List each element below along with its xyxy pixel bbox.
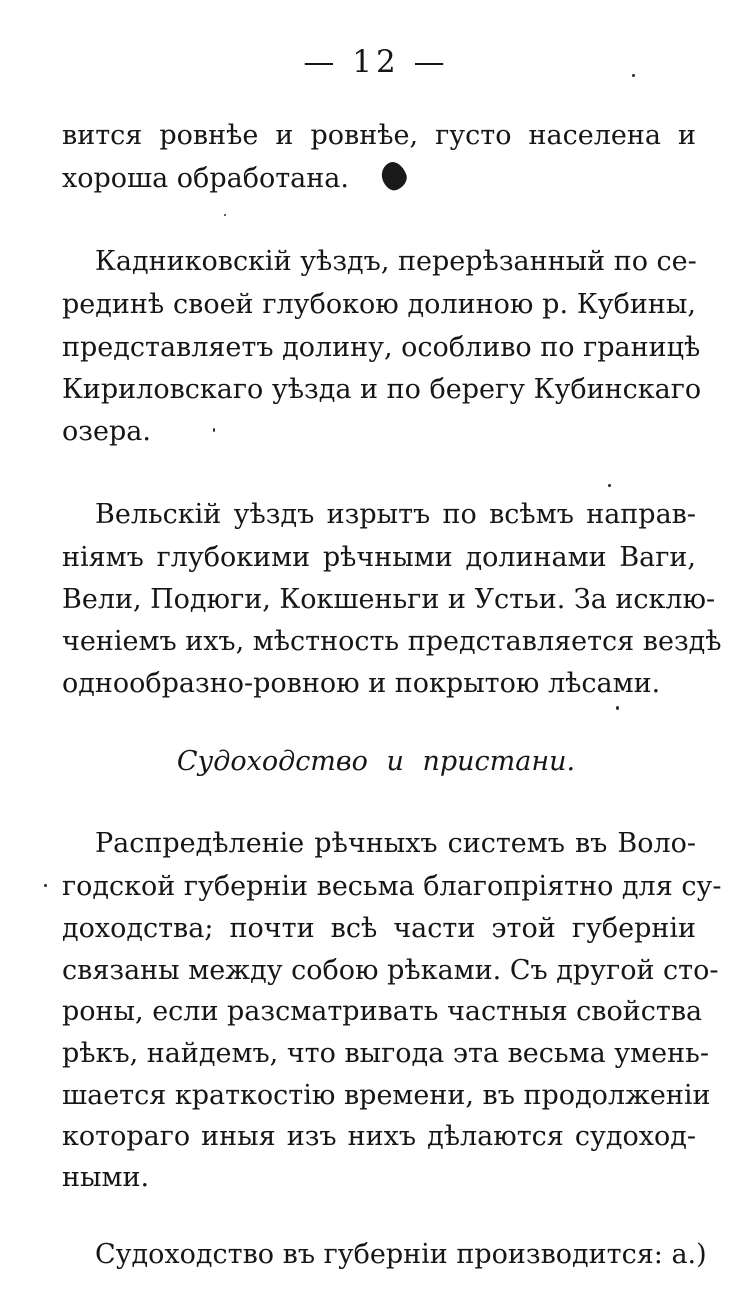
text-line: рединѣ своей глубокою долиною р. Кубины,	[62, 289, 696, 320]
text-line: рѣкъ, найдемъ, что выгода эта весьма умень-	[62, 1038, 709, 1069]
text-line: представляетъ долину, особливо по границѣ	[62, 332, 701, 363]
text-line: шается краткостію времени, въ продолженіи	[62, 1080, 711, 1111]
text-line: Кадниковскій уѣздъ, перерѣзанный по се-	[95, 246, 697, 277]
text-line: ными.	[62, 1162, 150, 1193]
text-line: Судоходство въ губерніи производится: а.)	[95, 1239, 707, 1270]
print-speck	[213, 428, 215, 432]
text-line: доходства; почти всѣ части этой губерніи	[62, 913, 696, 944]
text-line: вится ровнѣе и ровнѣе, густо населена и	[62, 120, 696, 151]
text-line: хороша обработана.	[62, 163, 349, 194]
print-speck	[44, 884, 47, 887]
text-line: связаны между собою рѣками. Съ другой сто-	[62, 955, 719, 986]
print-speck	[632, 74, 635, 77]
text-line: Вели, Подюги, Кокшеньги и Устьи. За исклю-	[62, 584, 716, 615]
text-line: озера.	[62, 416, 151, 447]
print-speck	[616, 706, 619, 710]
text-line: Распредѣленіе рѣчныхъ системъ въ Воло-	[95, 828, 696, 859]
text-line: роны, если разсматривать частныя свойства	[62, 996, 703, 1027]
page-number: — 12 —	[303, 44, 449, 80]
print-speck	[224, 214, 226, 216]
text-line: Вельскій уѣздъ изрытъ по всѣмъ направ-	[95, 499, 696, 530]
print-speck	[608, 484, 611, 487]
text-line: годской губерніи весьма благопріятно для су-	[62, 871, 722, 902]
text-line: котораго иныя изъ нихъ дѣлаются судоход-	[62, 1121, 696, 1152]
text-line: однообразно-ровною и покрытою лѣсами.	[62, 668, 661, 699]
section-heading: Судоходство и пристани.	[176, 746, 576, 777]
text-line: Кириловскаго уѣзда и по берегу Кубинскаго	[62, 374, 702, 405]
text-line: ніямъ глубокими рѣчными долинами Ваги,	[62, 542, 696, 573]
text-line: ченіемъ ихъ, мѣстность представляется вездѣ	[62, 626, 722, 657]
